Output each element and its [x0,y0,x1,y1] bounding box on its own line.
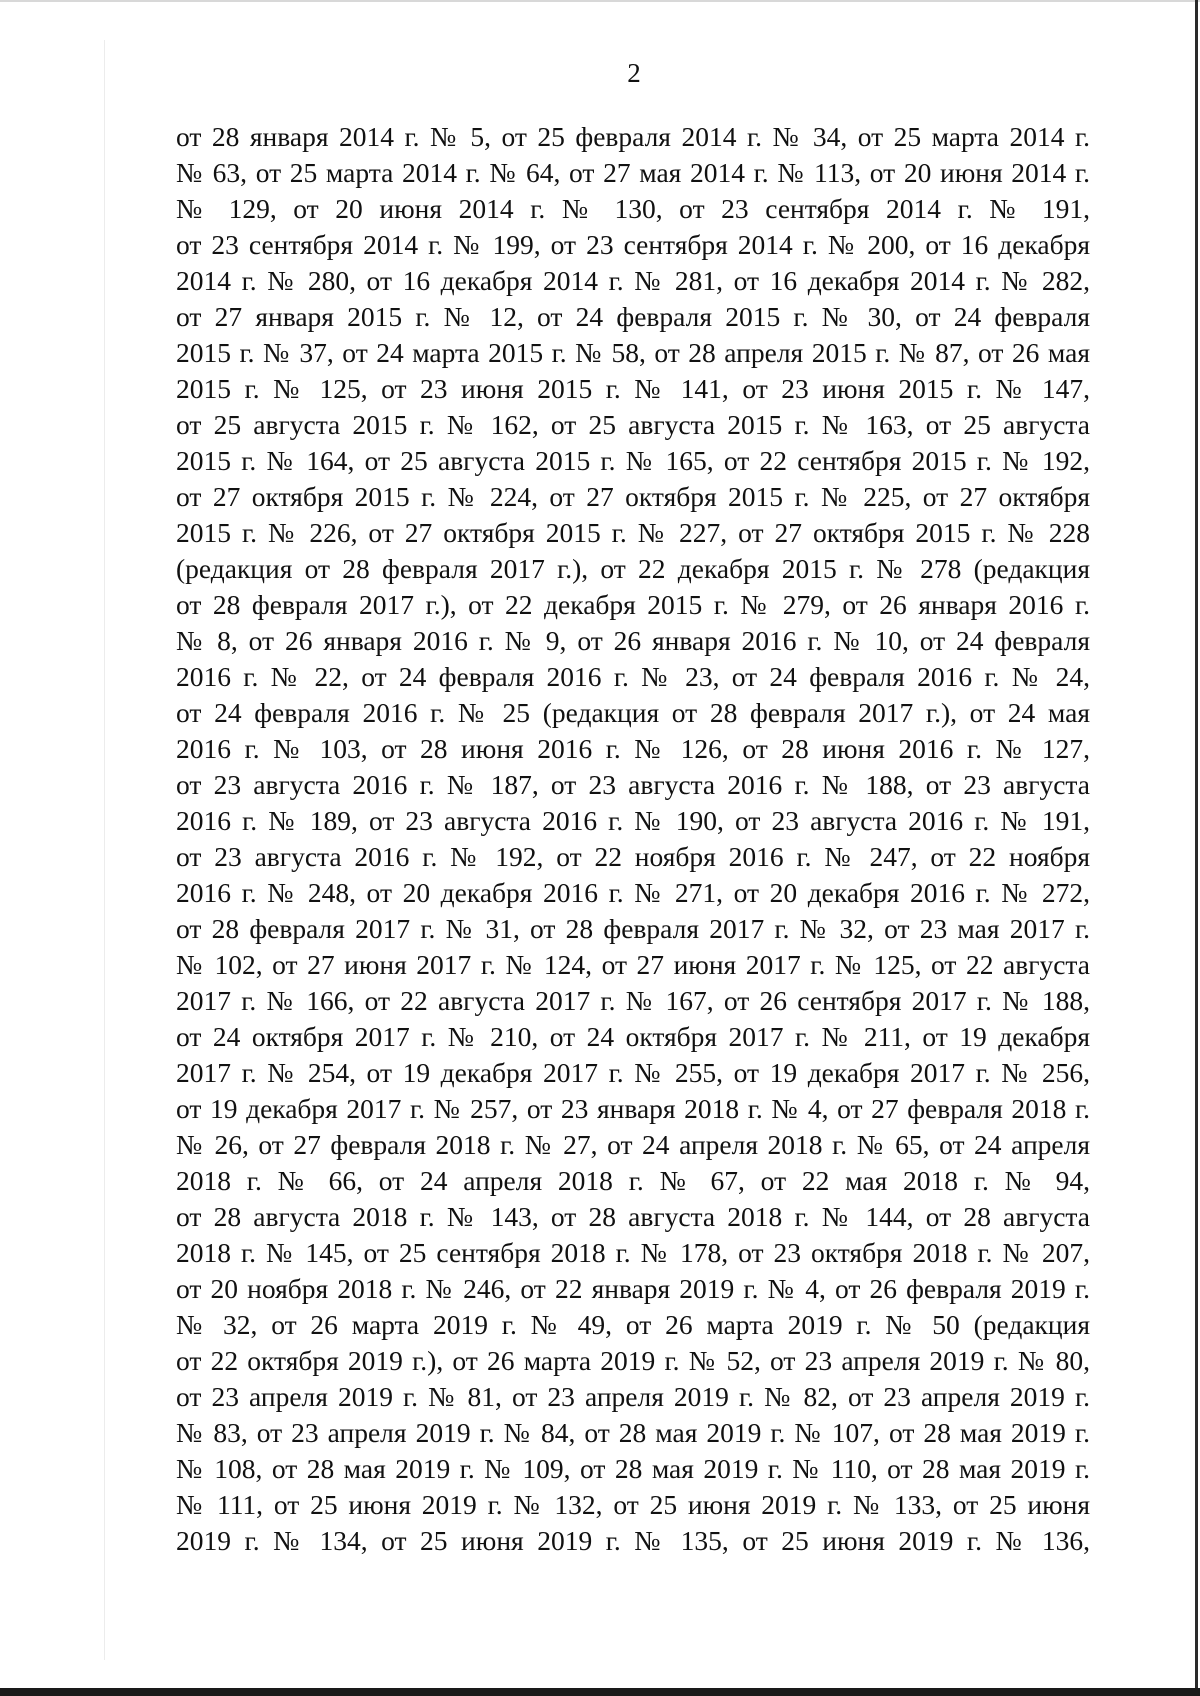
text-line: от 28 февраля 2017 г. № 31, от 28 февраля 2017 г. № 32, от 23 мая 2017 г. [176,913,1090,944]
page-number: 2 [627,58,641,88]
text-line: от 19 декабря 2017 г. № 257, от 23 января 2018 г. № 4, от 27 февраля 2018 г. [176,1093,1090,1124]
text-line: 2017 г. № 254, от 19 декабря 2017 г. № 255, от 19 декабря 2017 г. № 256, [176,1057,1090,1088]
text-line: 2018 г. № 145, от 25 сентября 2018 г. № 178, от 23 октября 2018 г. № 207, [176,1237,1090,1268]
text-line: от 23 августа 2016 г. № 187, от 23 августа 2016 г. № 188, от 23 августа [176,769,1090,800]
text-line: от 27 января 2015 г. № 12, от 24 февраля 2015 г. № 30, от 24 февраля [176,301,1090,332]
text-line: 2015 г. № 37, от 24 марта 2015 г. № 58, от 28 апреля 2015 г. № 87, от 26 мая [176,337,1090,368]
text-line: № 8, от 26 января 2016 г. № 9, от 26 января 2016 г. № 10, от 24 февраля [176,625,1090,656]
text-line: 2017 г. № 166, от 22 августа 2017 г. № 167, от 26 сентября 2017 г. № 188, [176,985,1090,1016]
scan-edge-bottom [0,1688,1200,1696]
text-line: от 23 апреля 2019 г. № 81, от 23 апреля 2019 г. № 82, от 23 апреля 2019 г. [176,1381,1090,1412]
text-line: № 129, от 20 июня 2014 г. № 130, от 23 сентября 2014 г. № 191, [176,193,1090,224]
text-line: от 23 августа 2016 г. № 192, от 22 ноября 2016 г. № 247, от 22 ноября [176,841,1090,872]
text-line: (редакция от 28 февраля 2017 г.), от 22 декабря 2015 г. № 278 (редакция [176,553,1090,584]
text-line: от 28 февраля 2017 г.), от 22 декабря 2015 г. № 279, от 26 января 2016 г. [176,589,1090,620]
text-line: от 24 февраля 2016 г. № 25 (редакция от 28 февраля 2017 г.), от 24 мая [176,697,1090,728]
scan-edge-top [0,0,1200,2]
text-line: от 28 января 2014 г. № 5, от 25 февраля 2014 г. № 34, от 25 марта 2014 г. [176,121,1090,152]
text-line: от 24 октября 2017 г. № 210, от 24 октября 2017 г. № 211, от 19 декабря [176,1021,1090,1052]
text-line: 2016 г. № 248, от 20 декабря 2016 г. № 271, от 20 декабря 2016 г. № 272, [176,877,1090,908]
text-line: 2016 г. № 22, от 24 февраля 2016 г. № 23, от 24 февраля 2016 г. № 24, [176,661,1090,692]
text-line: 2015 г. № 164, от 25 августа 2015 г. № 165, от 22 сентября 2015 г. № 192, [176,445,1090,476]
text-line: № 102, от 27 июня 2017 г. № 124, от 27 июня 2017 г. № 125, от 22 августа [176,949,1090,980]
text-line: № 26, от 27 февраля 2018 г. № 27, от 24 апреля 2018 г. № 65, от 24 апреля [176,1129,1090,1160]
text-line: 2015 г. № 125, от 23 июня 2015 г. № 141, от 23 июня 2015 г. № 147, [176,373,1090,404]
text-line: от 25 августа 2015 г. № 162, от 25 августа 2015 г. № 163, от 25 августа [176,409,1090,440]
text-line: № 111, от 25 июня 2019 г. № 132, от 25 июня 2019 г. № 133, от 25 июня [176,1489,1090,1520]
text-line: от 20 ноября 2018 г. № 246, от 22 января 2019 г. № 4, от 26 февраля 2019 г. [176,1273,1090,1304]
text-line: № 108, от 28 мая 2019 г. № 109, от 28 мая 2019 г. № 110, от 28 мая 2019 г. [176,1453,1090,1484]
text-line: № 32, от 26 марта 2019 г. № 49, от 26 марта 2019 г. № 50 (редакция [176,1309,1090,1340]
text-line: 2016 г. № 103, от 28 июня 2016 г. № 126, от 28 июня 2016 г. № 127, [176,733,1090,764]
text-line: от 22 октября 2019 г.), от 26 марта 2019 г. № 52, от 23 апреля 2019 г. № 80, [176,1345,1090,1376]
document-body [176,119,1090,1559]
text-line: от 28 августа 2018 г. № 143, от 28 августа 2018 г. № 144, от 28 августа [176,1201,1090,1232]
scan-edge-left [104,40,105,1660]
text-line: 2018 г. № 66, от 24 апреля 2018 г. № 67, от 22 мая 2018 г. № 94, [176,1165,1090,1196]
scan-edge-right [1195,0,1198,1696]
text-line: № 83, от 23 апреля 2019 г. № 84, от 28 мая 2019 г. № 107, от 28 мая 2019 г. [176,1417,1090,1448]
text-line: 2014 г. № 280, от 16 декабря 2014 г. № 281, от 16 декабря 2014 г. № 282, [176,265,1090,296]
text-line: № 63, от 25 марта 2014 г. № 64, от 27 мая 2014 г. № 113, от 20 июня 2014 г. [176,157,1090,188]
text-line: от 23 сентября 2014 г. № 199, от 23 сентября 2014 г. № 200, от 16 декабря [176,229,1090,260]
text-line: от 27 октября 2015 г. № 224, от 27 октября 2015 г. № 225, от 27 октября [176,481,1090,512]
text-line: 2015 г. № 226, от 27 октября 2015 г. № 227, от 27 октября 2015 г. № 228 [176,517,1090,548]
text-line: 2019 г. № 134, от 25 июня 2019 г. № 135, от 25 июня 2019 г. № 136, [176,1525,1090,1556]
text-line: 2016 г. № 189, от 23 августа 2016 г. № 190, от 23 августа 2016 г. № 191, [176,805,1090,836]
